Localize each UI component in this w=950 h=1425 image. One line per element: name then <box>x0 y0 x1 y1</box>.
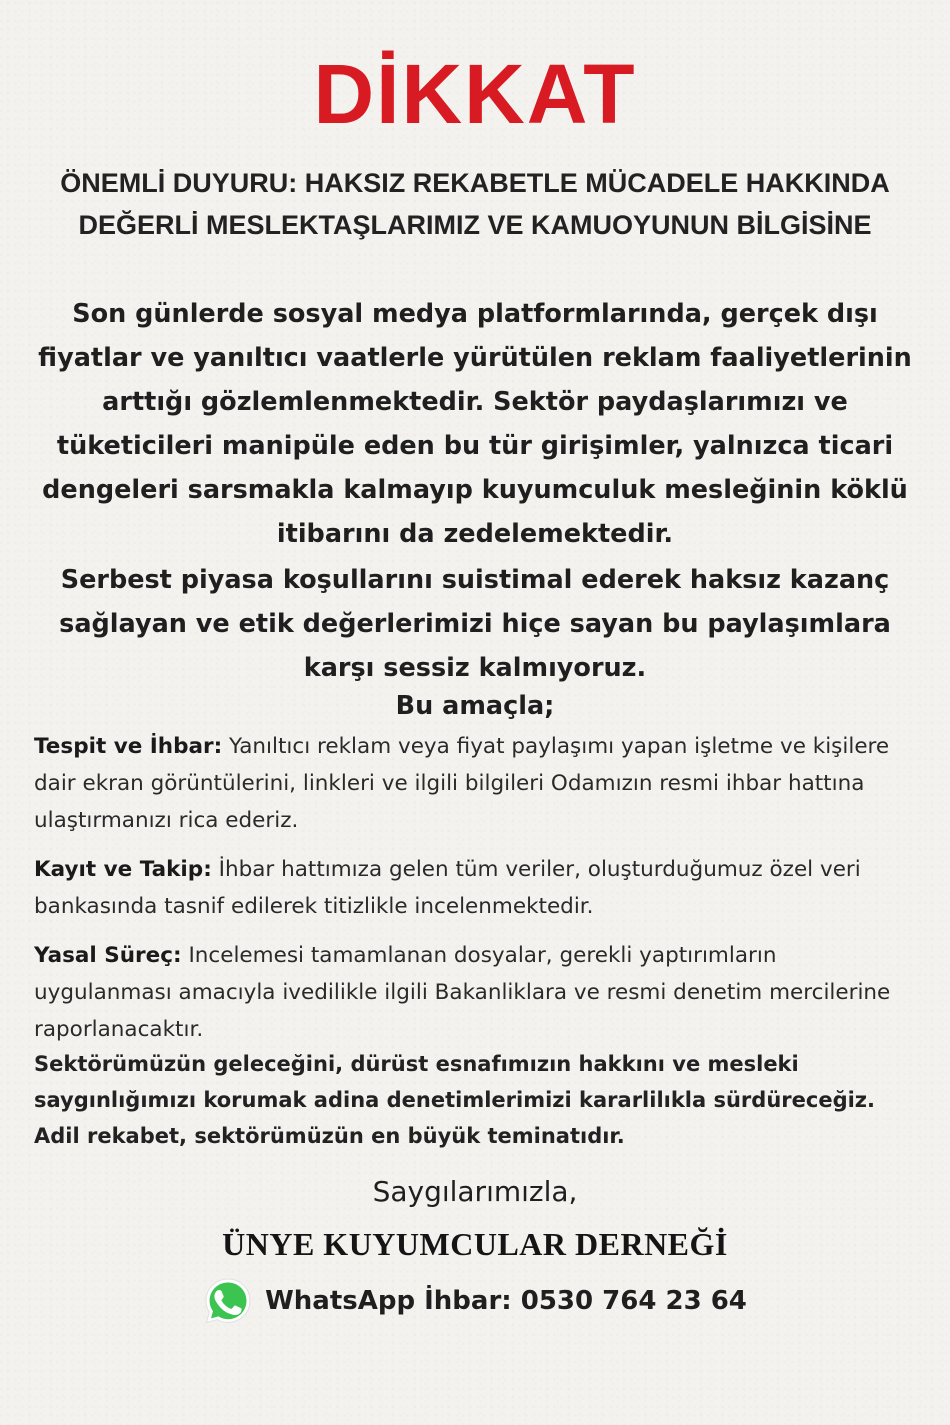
list-item <box>34 728 918 839</box>
item-label: Tespit ve İhbar: <box>34 734 223 759</box>
page-title: DİKKAT <box>313 47 637 141</box>
item-text: İhbar hattımıza gelen tüm veriler, oluşturduğumuz özel veri bankasında tasnif edilerek titizlikle incelenmektedir. <box>34 857 861 919</box>
organization-name: ÜNYE KUYUMCULAR DERNEĞİ <box>222 1226 728 1262</box>
regards-text: Saygılarımızla, <box>372 1175 578 1208</box>
closing-paragraph: Sektörümüzün geleceğini, dürüst esnafımızın hakkını ve mesleki saygınlığımızı korumak adina denetimlerimizi kararlilıkla sürdüreceğiz. Adil rekabet, sektörümüzün en büyük teminatıdır. <box>34 1052 875 1148</box>
item-text: Yanıltıcı reklam veya fiyat paylaşımı yapan işletme ve kişilere dair ekran görüntülerini, linkleri ve ilgili bilgileri Odamızın resmi ihbar hattına ulaştırmanızı rica ederiz. <box>34 734 890 833</box>
whatsapp-contact <box>0 1276 950 1326</box>
whatsapp-hotline: WhatsApp İhbar: 0530 764 23 64 <box>265 1286 747 1316</box>
list-item <box>34 851 918 925</box>
item-label: Kayıt ve Takip: <box>34 857 212 882</box>
paragraph-stance: Serbest piyasa koşullarını suistimal ederek haksız kazanç sağlayan ve etik değerlerimizi hiçe sayan bu paylaşımlara karşı sessiz kalmıyoruz. <box>59 565 891 683</box>
item-label: Yasal Süreç: <box>34 943 182 968</box>
paragraph-purpose: Bu amaçla; <box>395 691 555 721</box>
announcement-heading: ÖNEMLİ DUYURU: HAKSIZ REKABETLE MÜCADELE HAKKINDA DEĞERLİ MESLEKTAŞLARIMIZ VE KAMUOYUNUN BİLGİSİNE <box>60 168 890 240</box>
item-text: Incelemesi tamamlanan dosyalar, gerekli yaptırımların uygulanması amacıyla ivedilikle ilgili Bakanliklara ve resmi denetim mercilerine raporlanacaktır. <box>34 943 891 1042</box>
action-items-list <box>34 728 918 1060</box>
intro-paragraph: Son günlerde sosyal medya platformlarında, gerçek dışı fiyatlar ve yanıltıcı vaatlerle yürütülen reklam faaliyetlerinin arttığı gözlemlenmektedir. Sektör paydaşlarımızı ve tüketicileri manipüle eden bu tür girişimler, yalnızca ticari dengeleri sarsmakla kalmayıp kuyumculuk mesleğinin köklü itibarını da zedelemektedir. <box>38 299 912 549</box>
whatsapp-icon <box>203 1276 253 1326</box>
list-item <box>34 937 918 1048</box>
